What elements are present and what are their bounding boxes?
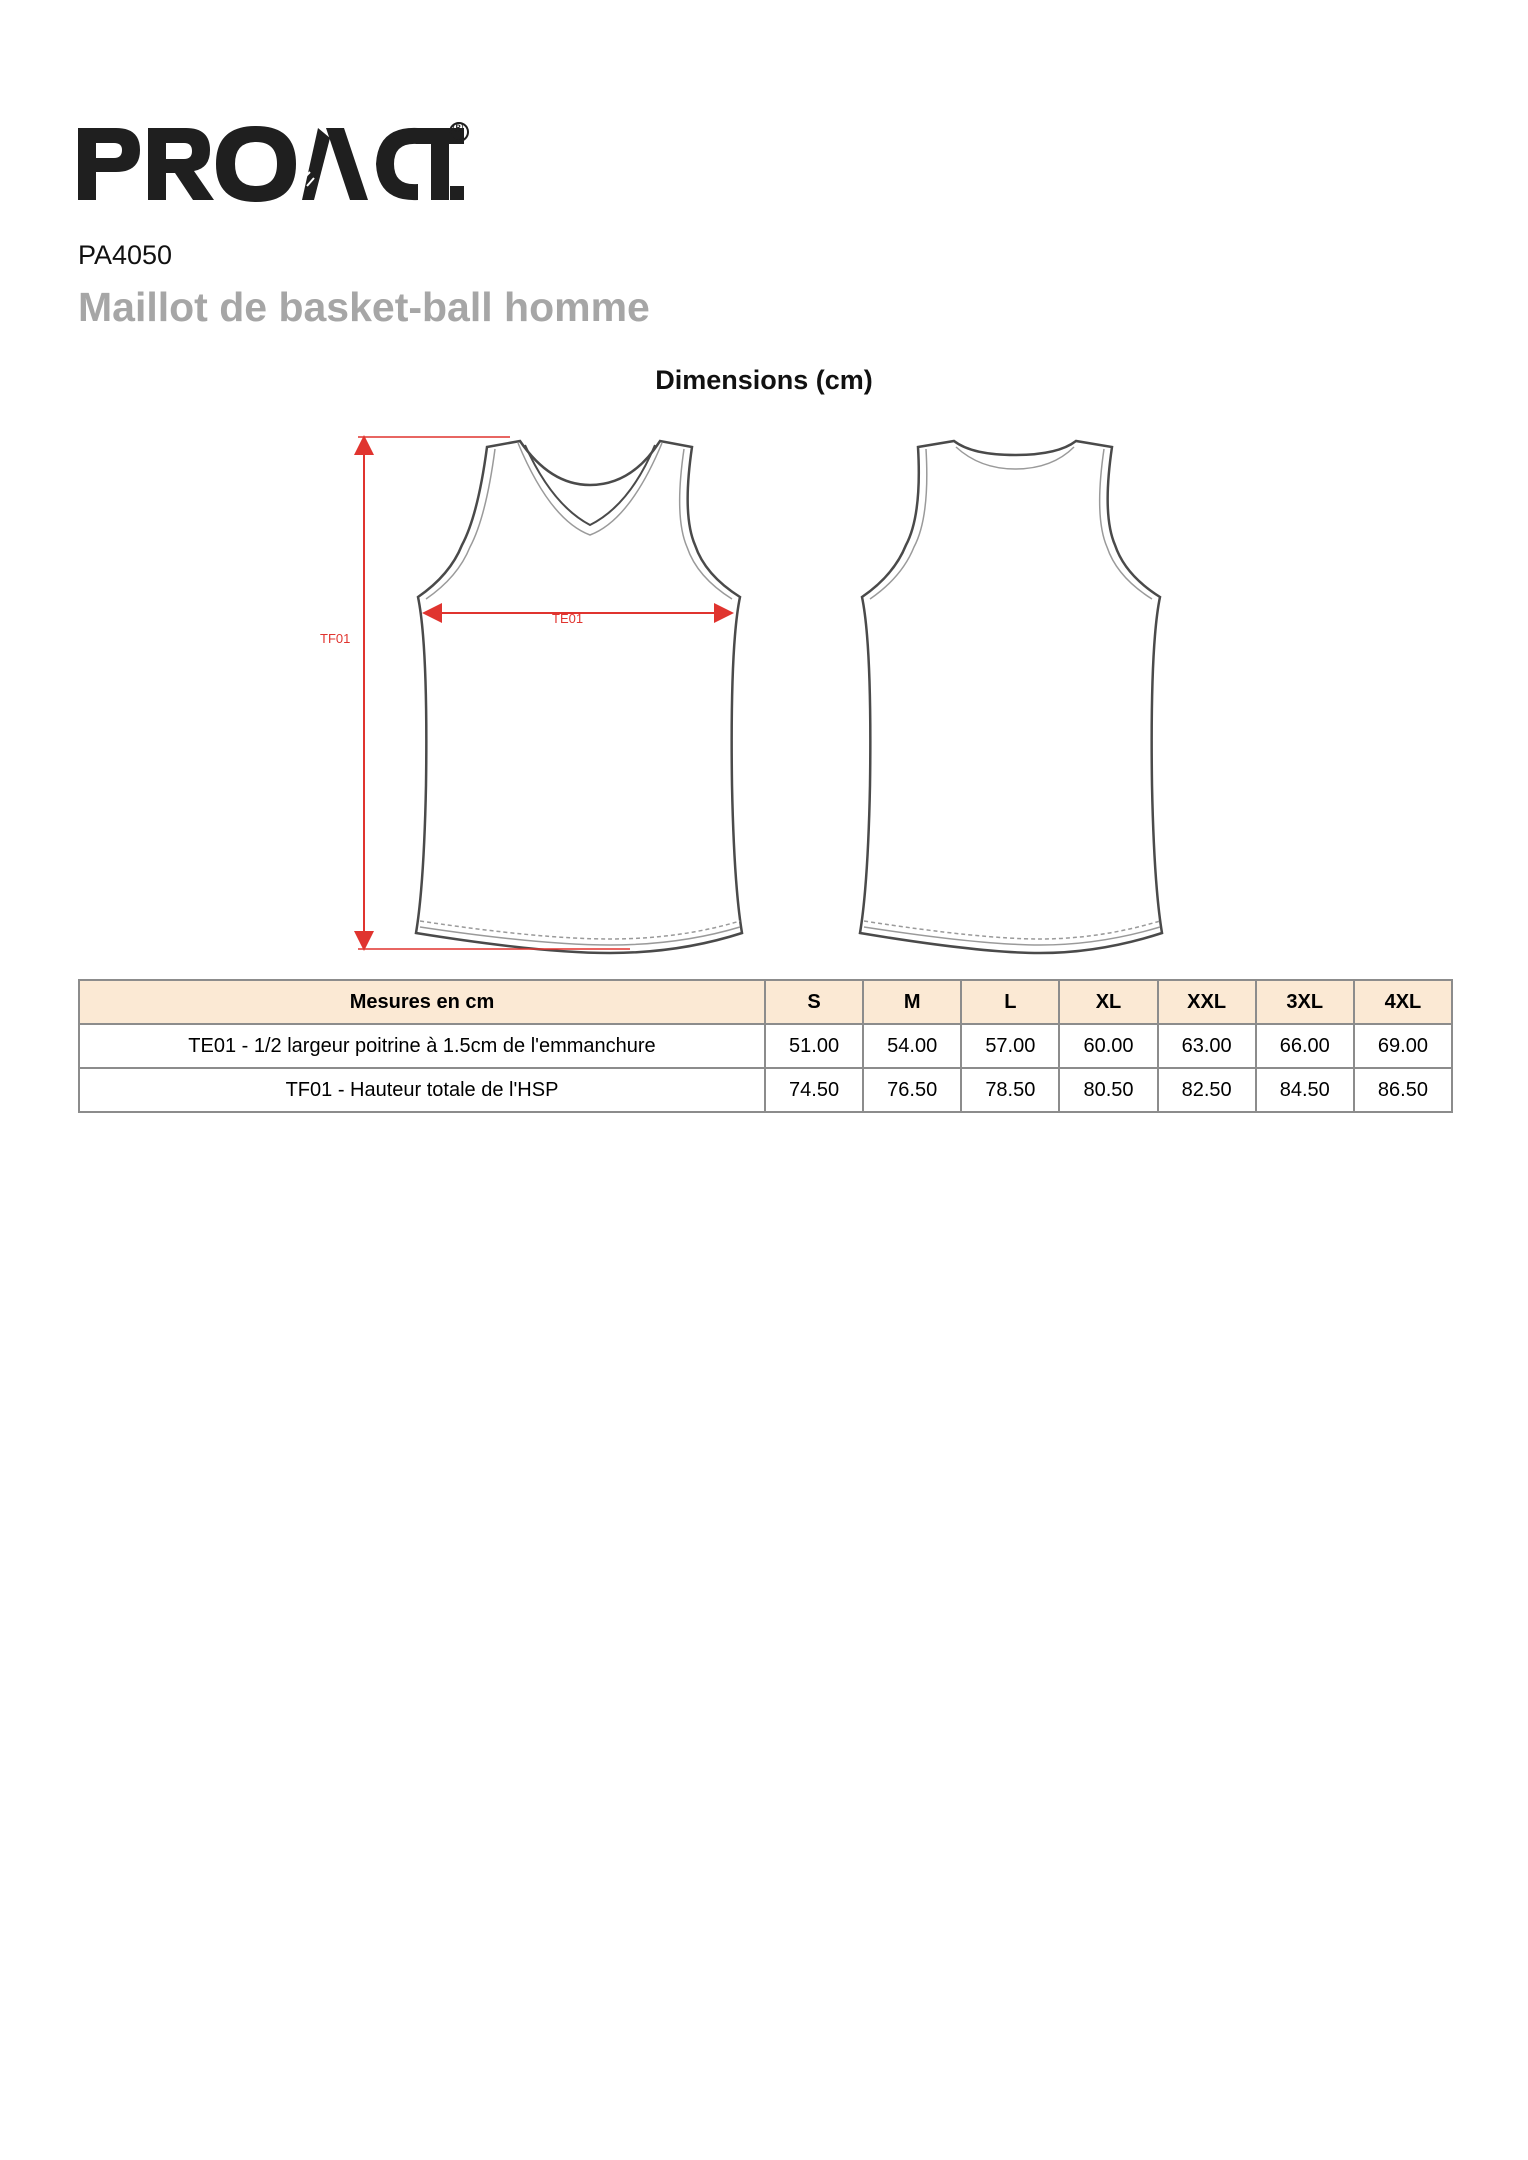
measure-label: TE01 - 1/2 largeur poitrine à 1.5cm de l'emmanchure — [79, 1024, 765, 1068]
size-header-3xl: 3XL — [1256, 980, 1354, 1024]
size-header-4xl: 4XL — [1354, 980, 1452, 1024]
table-cell: 69.00 — [1354, 1024, 1452, 1068]
table-cell: 66.00 — [1256, 1024, 1354, 1068]
table-cell: 63.00 — [1158, 1024, 1256, 1068]
size-header-m: M — [863, 980, 961, 1024]
table-cell: 78.50 — [961, 1068, 1059, 1112]
front-annotations — [358, 437, 730, 949]
product-title: Maillot de basket-ball homme — [78, 284, 650, 330]
back-view — [860, 441, 1162, 953]
brand-logo — [78, 118, 478, 208]
measure-label: TF01 - Hauteur totale de l'HSP — [79, 1068, 765, 1112]
table-cell: 84.50 — [1256, 1068, 1354, 1112]
table-cell: 54.00 — [863, 1024, 961, 1068]
measure-column-header: Mesures en cm — [79, 980, 765, 1024]
size-header-xl: XL — [1059, 980, 1157, 1024]
size-table-header-row — [79, 980, 1452, 1024]
table-cell: 57.00 — [961, 1024, 1059, 1068]
front-view — [416, 441, 742, 953]
table-cell: 82.50 — [1158, 1068, 1256, 1112]
product-reference: PA4050 — [78, 240, 173, 270]
registered-mark: ® — [453, 119, 464, 135]
size-chart-table — [78, 979, 1453, 1113]
size-header-s: S — [765, 980, 863, 1024]
height-label: TF01 — [320, 631, 351, 646]
width-label: TE01 — [552, 611, 584, 626]
table-cell: 51.00 — [765, 1024, 863, 1068]
table-row — [79, 1068, 1452, 1112]
size-header-xxl: XXL — [1158, 980, 1256, 1024]
table-cell: 80.50 — [1059, 1068, 1157, 1112]
size-header-l: L — [961, 980, 1059, 1024]
table-cell: 74.50 — [765, 1068, 863, 1112]
table-cell: 60.00 — [1059, 1024, 1157, 1068]
garment-technical-drawing — [300, 425, 1240, 965]
dimensions-heading: Dimensions (cm) — [655, 365, 873, 395]
table-cell: 86.50 — [1354, 1068, 1452, 1112]
table-cell: 76.50 — [863, 1068, 961, 1112]
table-row — [79, 1024, 1452, 1068]
